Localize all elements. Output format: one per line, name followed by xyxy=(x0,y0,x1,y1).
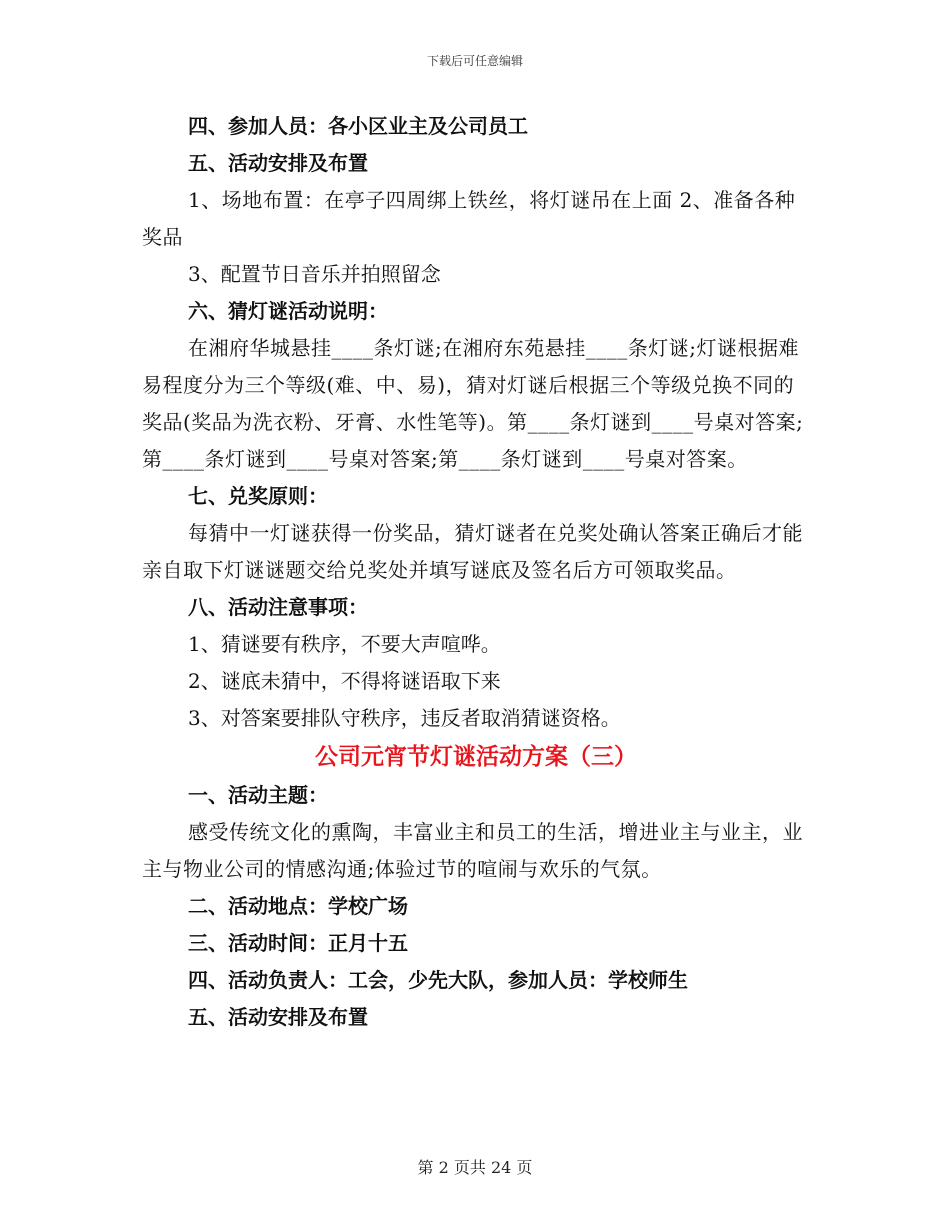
list-item-venue: 1、场地布置：在亭子四周绑上铁丝，将灯谜吊在上面 2、准备各种奖品 xyxy=(142,188,796,249)
paragraph-description: 在湘府华城悬挂____条灯谜;在湘府东苑悬挂____条灯谜;灯谜根据难易程度分为三个等级(难、中、易)，猜对灯谜后根据三个等级兑换不同的奖品(奖品为洗衣粉、牙膏、水性笔等)。第____条灯谜到____号桌对答案;第____条灯谜到____号桌对答案;第____条灯谜到____号桌对答案。 xyxy=(142,336,804,471)
page-footer: 第 2 页共 24 页 xyxy=(417,1158,533,1177)
list-item-music: 3、配置节日音乐并拍照留念 xyxy=(188,262,441,286)
heading-arrangement: 五、活动安排及布置 xyxy=(188,151,368,175)
heading-location: 二、活动地点：学校广场 xyxy=(188,894,408,918)
heading-notes: 八、活动注意事项： xyxy=(188,595,368,619)
list-item-note-1: 1、猜谜要有秩序，不要大声喧哗。 xyxy=(188,632,501,656)
paragraph-theme: 感受传统文化的熏陶，丰富业主和员工的生活，增进业主与业主，业主与物业公司的情感沟通;体验过节的喧闹与欢乐的气氛。 xyxy=(142,820,803,881)
page-header: 下载后可任意编辑 xyxy=(426,54,523,68)
heading-principles: 七、兑奖原则： xyxy=(188,484,328,508)
document-body xyxy=(142,108,810,1036)
list-item-note-2: 2、谜底未猜中，不得将谜语取下来 xyxy=(188,669,501,693)
section-title: 公司元宵节灯谜活动方案（三） xyxy=(315,743,637,770)
heading-theme: 一、活动主题： xyxy=(188,783,328,807)
heading-arrangement-2: 五、活动安排及布置 xyxy=(188,1005,368,1029)
list-item-note-3: 3、对答案要排队守秩序，违反者取消猜谜资格。 xyxy=(188,706,621,730)
heading-description: 六、猜灯谜活动说明： xyxy=(188,299,388,323)
heading-time: 三、活动时间：正月十五 xyxy=(188,931,408,955)
heading-responsible: 四、活动负责人：工会，少先大队，参加人员：学校师生 xyxy=(188,968,688,992)
paragraph-principles: 每猜中一灯谜获得一份奖品，猜灯谜者在兑奖处确认答案正确后才能亲自取下灯谜谜题交给兑奖处并填写谜底及签名后方可领取奖品。 xyxy=(142,521,803,582)
heading-participants: 四、参加人员：各小区业主及公司员工 xyxy=(188,114,528,138)
